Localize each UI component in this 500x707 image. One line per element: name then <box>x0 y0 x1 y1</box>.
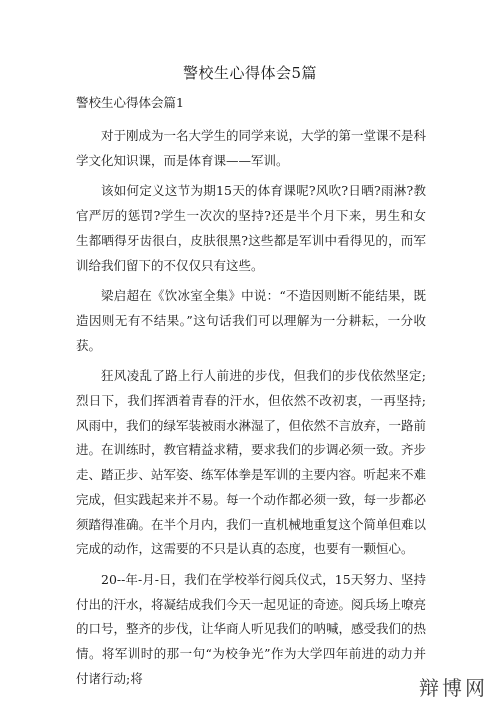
paragraph-5: 20--年-月-日，我们在学校举行阅兵仪式，15天努力、坚持付出的汗水，将凝结成我们今天一起见证的奇迹。阅兵场上嘹亮的口号，整齐的步伐，让华商人听见我们的呐喊，感受我们的热情。将军训时的那一句“为校争光”作为大学四年前进的动力并付诸行动;将 <box>76 571 427 686</box>
paragraph-1: 对于刚成为一名大学生的同学来说，大学的第一堂课不是科学文化知识课，而是体育课——军训。 <box>76 128 427 168</box>
paragraph-2: 该如何定义这节为期15天的体育课呢?风吹?日晒?雨淋?教官严厉的惩罚?学生一次次的坚持?还是半个月下来，男生和女生都晒得牙齿很白，皮肤很黑?这些都是军训中看得见的，而军训给我们留下的不仅仅只有这些。 <box>76 183 426 273</box>
document-body <box>76 124 426 697</box>
site-watermark: 辩博网 <box>419 676 488 700</box>
section-heading: 警校生心得体会篇1 <box>76 95 184 110</box>
paragraph-3: 梁启超在《饮冰室全集》中说：“不造因则断不能结果，既造因则无有不结果。”这句话我们可以理解为一分耕耘，一分收获。 <box>76 288 426 353</box>
document-title: 警校生心得体会5篇 <box>182 64 318 82</box>
paragraph-4: 狂风凌乱了路上行人前进的步伐，但我们的步伐依然坚定;烈日下，我们挥洒着青春的汗水，但依然不改初衷，一再坚持;风雨中，我们的绿军装被雨水淋湿了，但依然不言放弃，一路前进。在训练时，教官精益求精，要求我们的步调必须一致。齐步走、踏正步、站军姿、练军体拳是军训的主要内容。听起来不难完成，但实践起来并不易。每一个动作都必须一致，每一步都必须踏得准确。在半个月内，我们一直机械地重复这个简单但难以完成的动作，这需要的不只是认真的态度，也要有一颗恒心。 <box>76 368 427 557</box>
